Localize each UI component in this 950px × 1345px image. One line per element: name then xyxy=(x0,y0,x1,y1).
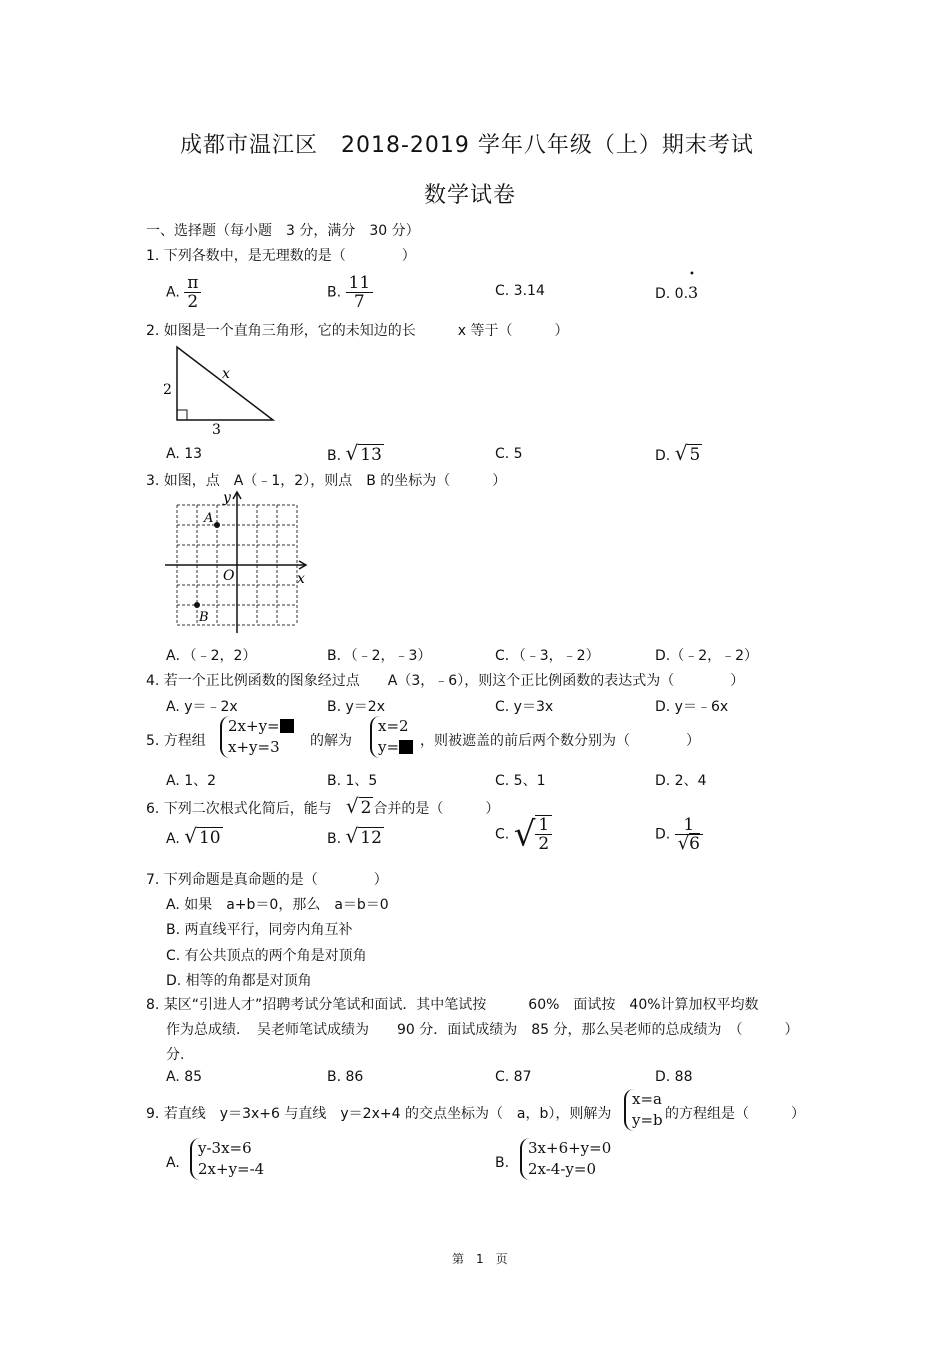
q4-option-b: B. y＝2x xyxy=(327,699,385,715)
q3-option-c: C．（﹣3，﹣2） xyxy=(495,648,600,664)
q3-stem: 3. 如图，点 A（﹣1，2），则点 B 的坐标为（ ） xyxy=(146,473,507,489)
fig-x-axis-label: x xyxy=(297,571,305,587)
q4-option-c: C. y＝3x xyxy=(495,699,554,715)
exam-subtitle: 数学试卷 xyxy=(424,183,517,208)
q5-option-c: C. 5、1 xyxy=(495,773,546,789)
q8-option-b: B. 86 xyxy=(327,1069,364,1085)
fig-3-label: 3 xyxy=(212,422,221,437)
q6-stem: 6. 下列二次根式化简后，能与 √ 2 合并的是（ ） xyxy=(146,794,500,818)
q3-option-d: D.（﹣2，﹣2） xyxy=(655,648,759,664)
q5-option-a: A. 1、2 xyxy=(166,773,217,789)
q9-post: 的方程组是（ ） xyxy=(665,1106,805,1122)
hidden-box xyxy=(399,740,413,754)
right-triangle-figure xyxy=(160,342,285,437)
q5-post: ，则被遮盖的前后两个数分别为（ ） xyxy=(420,733,700,749)
q1-a-fraction: $\frac{\pi}{2}$ xyxy=(184,274,201,311)
q5-option-b: B. 1、5 xyxy=(327,773,378,789)
q8-stem-line3: 分. xyxy=(166,1047,185,1063)
q9-pre: 9. 若直线 y＝3x+6 与直线 y＝2x+4 的交点坐标为（ a，b），则解为 xyxy=(146,1106,612,1122)
page-number: 第 1 页 xyxy=(452,1252,508,1266)
q7-stem: 7. 下列命题是真命题的是（ ） xyxy=(146,872,388,888)
q5-system-1: 2x+y= x+y=3 xyxy=(220,716,294,758)
q8-stem-line1: 8. 某区“引进人才”招聘考试分笔试和面试．其中笔试按 60% 面试按 40%计算加权平均数 xyxy=(146,997,759,1013)
section-heading: 一、选择题（每小题 3 分，满分 30 分） xyxy=(146,223,420,239)
fig-2-label: 2 xyxy=(163,382,172,398)
q5-mid: 的解为 xyxy=(310,733,352,749)
q2-option-a: A. 13 xyxy=(166,446,203,462)
repeating-dot: • xyxy=(689,269,695,280)
fig-point-a-label: A xyxy=(204,511,214,526)
q8-stem-line2: 作为总成绩． 吴老师笔试成绩为 90 分．面试成绩为 85 分，那么吴老师的总成绩为 （ ） xyxy=(166,1022,799,1038)
exam-title: 成都市温江区 2018-2019 学年八年级（上）期末考试 xyxy=(180,133,754,158)
q8-option-d: D. 88 xyxy=(655,1069,693,1085)
q9-option-a-system: y-3x=6 2x+y=-4 xyxy=(190,1138,264,1180)
q7-option-a: A. 如果 a+b＝0，那么 a＝b＝0 xyxy=(166,897,389,913)
q9-option-a-label: A. xyxy=(166,1155,180,1171)
q3-option-b: B．（﹣2，﹣3） xyxy=(327,648,432,664)
q4-option-d: D. y＝﹣6x xyxy=(655,699,729,715)
q1-option-d: D. 0.3 • xyxy=(655,269,699,302)
fig-y-axis-label: y xyxy=(223,490,231,506)
q1-b-fraction: $\frac{11}{7}$ xyxy=(346,274,374,311)
q4-option-a: A. y＝﹣2x xyxy=(166,699,238,715)
q5-pre: 5. 方程组 xyxy=(146,733,206,749)
q4-stem: 4. 若一个正比例函数的图象经过点 A（3，﹣6），则这个正比例函数的表达式为（ ） xyxy=(146,673,745,689)
q5-system-2: x=2 y= xyxy=(370,716,413,758)
q7-option-d: D. 相等的角都是对顶角 xyxy=(166,973,312,989)
q9-option-b-system: 3x+6+y=0 2x-4-y=0 xyxy=(520,1138,611,1180)
q8-option-a: A. 85 xyxy=(166,1069,203,1085)
q2-option-b: B. √ 13 xyxy=(327,441,382,465)
q1-stem: 1. 下列各数中，是无理数的是（ ） xyxy=(146,248,416,264)
q9-solution-system: x=a y=b xyxy=(624,1089,663,1131)
q1-option-b: B. $\frac{11}{7}$ xyxy=(327,274,373,311)
q3-option-a: A．（﹣2，2） xyxy=(166,648,257,664)
q8-option-c: C. 87 xyxy=(495,1069,532,1085)
q2-option-d: D. √ 5 xyxy=(655,441,701,465)
q6-option-d: D. $\frac{1}{√6}$ xyxy=(655,816,703,853)
q6-option-b: B. √ 12 xyxy=(327,824,382,848)
q6-option-a: A. √ 10 xyxy=(166,824,221,848)
q9-option-b-label: B. xyxy=(495,1155,510,1171)
coordinate-grid-figure xyxy=(160,488,310,636)
q1-option-c: C. 3.14 xyxy=(495,283,545,299)
fig-x-label: x xyxy=(222,366,230,382)
fig-point-b-label: B xyxy=(199,610,209,625)
fig-origin-label: O xyxy=(223,568,235,584)
q2-stem: 2. 如图是一个直角三角形，它的未知边的长 x 等于（ ） xyxy=(146,323,569,339)
q5-option-d: D. 2、4 xyxy=(655,773,707,789)
q2-option-c: C. 5 xyxy=(495,446,523,462)
q7-option-b: B. 两直线平行，同旁内角互补 xyxy=(166,922,353,938)
hidden-box xyxy=(280,719,294,733)
q1-option-a: A. $\frac{\pi}{2}$ xyxy=(166,274,201,311)
q6-option-c: C. √ $\frac{1}{2}$ xyxy=(495,814,552,854)
q7-option-c: C. 有公共顶点的两个角是对顶角 xyxy=(166,948,367,964)
